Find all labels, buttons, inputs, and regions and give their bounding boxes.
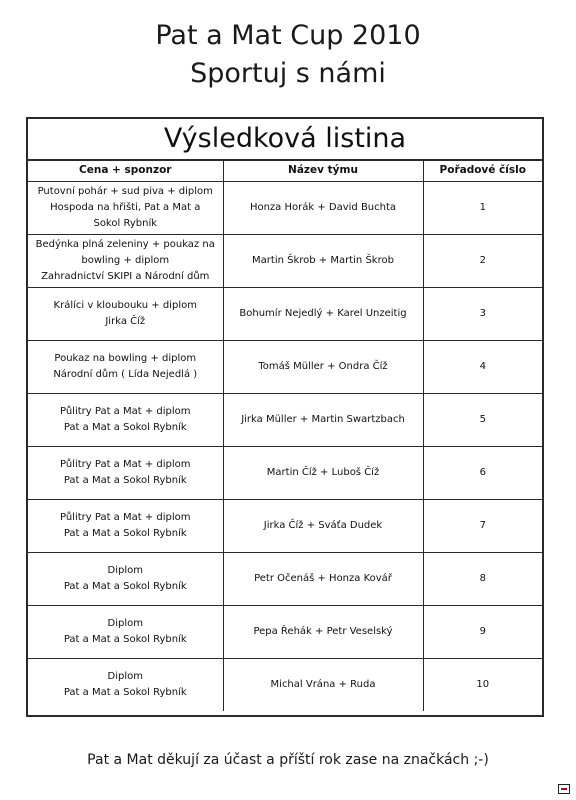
- table-caption: Výsledková listina: [28, 119, 542, 161]
- page-title: Pat a Mat Cup 2010: [155, 20, 421, 51]
- prize-line: Diplom: [107, 618, 143, 629]
- table-row: [28, 235, 542, 288]
- team-cell: Michal Vrána + Ruda: [223, 659, 423, 712]
- page-subtitle: Sportuj s námi: [190, 58, 386, 89]
- footer-note: Pat a Mat děkují za účast a příští rok zase na značkách ;-): [87, 752, 489, 768]
- rank-cell: 6: [423, 447, 542, 500]
- rank-cell: 3: [423, 288, 542, 341]
- prize-line: Zahradnictví SKIPI a Národní dům: [41, 271, 210, 282]
- table-row: [28, 182, 542, 235]
- prize-line: Pat a Mat a Sokol Rybník: [63, 634, 187, 645]
- prize-line: Národní dům ( Lída Nejedlá ): [53, 369, 198, 380]
- team-cell: Petr Očenáš + Honza Kovář: [223, 553, 423, 606]
- prize-line: Pat a Mat a Sokol Rybník: [63, 475, 187, 486]
- prize-line: Putovní pohár + sud piva + diplom: [37, 186, 213, 197]
- team-cell: Martin Číž + Luboš Číž: [223, 447, 423, 500]
- results-grid: [28, 159, 542, 711]
- table-row: [28, 659, 542, 712]
- prize-cell: [28, 500, 223, 553]
- prize-line: Půlitry Pat a Mat + diplom: [59, 459, 191, 470]
- team-cell: Tomáš Müller + Ondra Číž: [223, 341, 423, 394]
- prize-cell: [28, 182, 223, 235]
- results-body: [28, 182, 542, 712]
- prize-line: Pat a Mat a Sokol Rybník: [63, 528, 187, 539]
- header-team: Název týmu: [223, 159, 423, 182]
- table-row: [28, 447, 542, 500]
- prize-line: Diplom: [107, 671, 143, 682]
- header-prize: Cena + sponzor: [28, 159, 223, 182]
- prize-line: Pat a Mat a Sokol Rybník: [63, 581, 187, 592]
- prize-cell: [28, 659, 223, 712]
- rank-cell: 1: [423, 182, 542, 235]
- rank-cell: 7: [423, 500, 542, 553]
- window-minimize-icon[interactable]: [558, 784, 570, 794]
- header-rank: Pořadové číslo: [423, 159, 542, 182]
- prize-line: Pat a Mat a Sokol Rybník: [63, 687, 187, 698]
- prize-line: bowling + diplom: [81, 255, 170, 266]
- table-row: [28, 341, 542, 394]
- prize-line: Jirka Číž: [105, 316, 146, 327]
- team-cell: Martin Škrob + Martin Škrob: [223, 235, 423, 288]
- table-row: [28, 288, 542, 341]
- team-cell: Honza Horák + David Buchta: [223, 182, 423, 235]
- prize-line: Bedýnka plná zeleniny + poukaz na: [35, 239, 215, 250]
- rank-cell: 5: [423, 394, 542, 447]
- rank-cell: 10: [423, 659, 542, 712]
- rank-cell: 4: [423, 341, 542, 394]
- prize-line: Půlitry Pat a Mat + diplom: [59, 406, 191, 417]
- prize-cell: [28, 288, 223, 341]
- team-cell: Jirka Číž + Sváťa Dudek: [223, 500, 423, 553]
- prize-line: Hospoda na hřišti, Pat a Mat a: [50, 202, 201, 213]
- prize-cell: [28, 394, 223, 447]
- prize-cell: [28, 606, 223, 659]
- prize-cell: [28, 235, 223, 288]
- header-row: [28, 159, 542, 182]
- table-row: [28, 394, 542, 447]
- prize-cell: [28, 553, 223, 606]
- table-row: [28, 606, 542, 659]
- rank-cell: 9: [423, 606, 542, 659]
- prize-line: Poukaz na bowling + diplom: [54, 353, 197, 364]
- prize-line: Diplom: [107, 565, 143, 576]
- prize-line: Pat a Mat a Sokol Rybník: [63, 422, 187, 433]
- team-cell: Bohumír Nejedlý + Karel Unzeitig: [223, 288, 423, 341]
- table-row: [28, 553, 542, 606]
- prize-cell: [28, 341, 223, 394]
- rank-cell: 8: [423, 553, 542, 606]
- prize-line: Půlitry Pat a Mat + diplom: [59, 512, 191, 523]
- results-table: [26, 117, 544, 717]
- team-cell: Jirka Müller + Martin Swartzbach: [223, 394, 423, 447]
- table-row: [28, 500, 542, 553]
- prize-line: Sokol Rybník: [93, 218, 158, 229]
- team-cell: Pepa Řehák + Petr Veselský: [223, 606, 423, 659]
- rank-cell: 2: [423, 235, 542, 288]
- prize-cell: [28, 447, 223, 500]
- prize-line: Králíci v kloubouku + diplom: [53, 300, 197, 311]
